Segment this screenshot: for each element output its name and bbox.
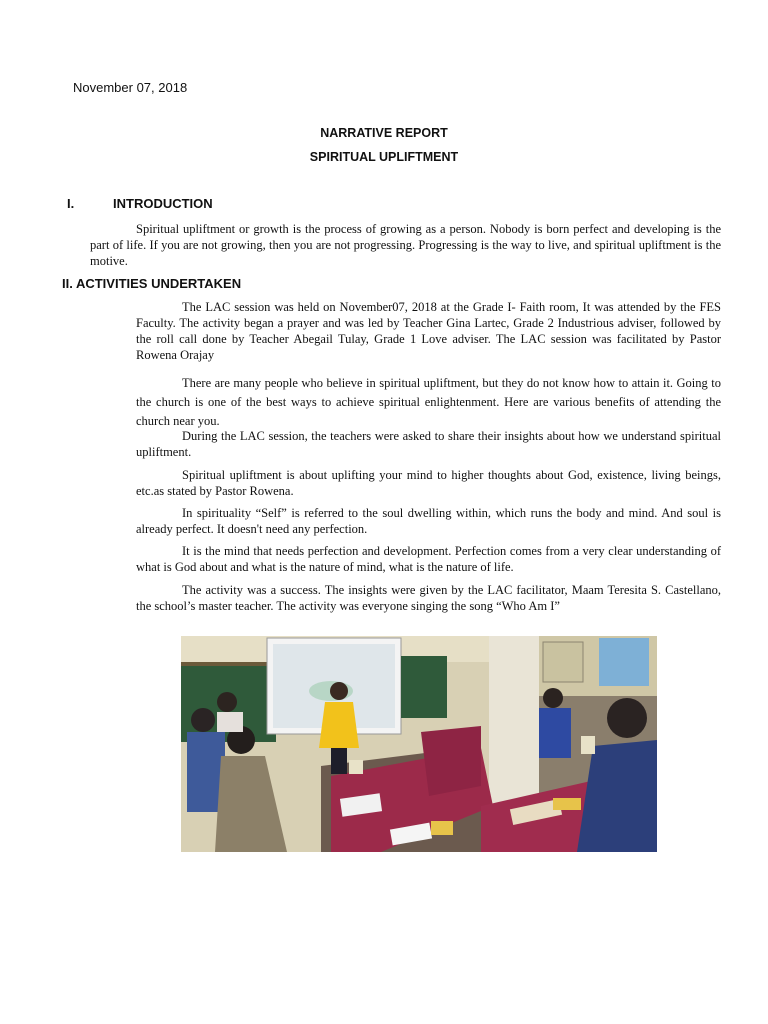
section-heading-activities: II. ACTIVITIES UNDERTAKEN (62, 276, 242, 291)
report-date: November 07, 2018 (73, 80, 188, 95)
section-number-intro: I. (67, 196, 75, 211)
activity-paragraph: Spiritual upliftment is about uplifting your mind to higher thoughts about God, existence, living beings, etc.as stated by Pastor Rowena. (136, 468, 721, 498)
activity-paragraph: It is the mind that needs perfection and development. Perfection comes from a very clear understanding of what is God about and what is the nature of mind, what is the nature of life. (136, 544, 721, 574)
activity-paragraph: During the LAC session, the teachers were asked to share their insights about how we understand spiritual upliftment. (136, 429, 721, 459)
activity-paragraph: The LAC session was held on November07, 2018 at the Grade I- Faith room, It was attended by the FES Faculty. The activity began a prayer and was led by Teacher Gina Lartec, Grade 2 Industrious adviser, followed by the roll call done by Teacher Abegail Tulay, Grade 1 Love adviser. The LAC session was facilitated by Pastor Rowena Orajay (136, 300, 721, 362)
lac-session-photo (181, 636, 657, 852)
section-heading-introduction: INTRODUCTION (113, 196, 213, 211)
report-title: NARRATIVE REPORT (320, 126, 448, 140)
activity-paragraph: In spirituality “Self” is referred to the soul dwelling within, which runs the body and mind. And soul is already perfect. It doesn't need any perfection. (136, 506, 721, 536)
activity-paragraph: There are many people who believe in spiritual upliftment, but they do not know how to attain it. Going to the church is one of the best ways to achieve spiritual enlightenment. Here are various benefits of attending the church near you. (136, 376, 721, 428)
report-subtitle: SPIRITUAL UPLIFTMENT (309, 150, 459, 164)
introduction-paragraph: Spiritual upliftment or growth is the process of growing as a person. Nobody is born perfect and developing is the part of life. If you are not growing, then you are not progressing. Progressing is the way to live, and spiritual upliftment is the motive. (90, 222, 721, 268)
activity-paragraph: The activity was a success. The insights were given by the LAC facilitator, Maam Teresita S. Castellano, the school’s master teacher. The activity was everyone singing the song “Who Am I” (136, 583, 721, 613)
